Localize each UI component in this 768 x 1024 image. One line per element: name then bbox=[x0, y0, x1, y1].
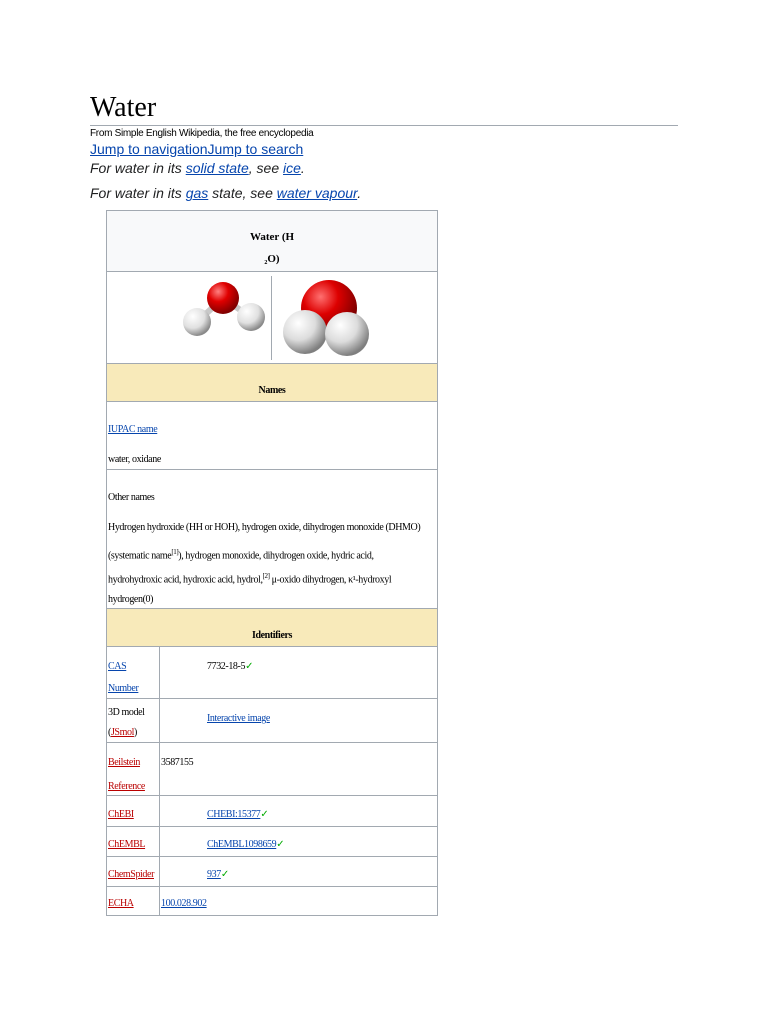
infobox-title-line2: O) bbox=[267, 253, 280, 265]
cas-row bbox=[107, 646, 437, 698]
cas-divider bbox=[159, 647, 160, 699]
hatnote-solid bbox=[90, 159, 305, 177]
other-names-line4: hydrogen(0) bbox=[108, 594, 154, 605]
iupac-name-link[interactable]: IUPAC name bbox=[108, 424, 158, 435]
reference-1-link[interactable]: [1] bbox=[171, 548, 179, 556]
hatnote-solid-middle: , see bbox=[248, 160, 283, 176]
model-paren-close: ) bbox=[133, 727, 137, 738]
infobox-title-row bbox=[107, 211, 437, 271]
echa-value bbox=[161, 892, 207, 916]
chemspider-value bbox=[207, 863, 229, 887]
chembl-link[interactable]: ChEMBL bbox=[108, 839, 146, 850]
echa-link[interactable]: ECHA bbox=[108, 898, 134, 909]
infobox-title bbox=[107, 231, 437, 243]
cas-number-link[interactable]: CAS bbox=[108, 661, 127, 672]
infobox-title-line1: Water (H bbox=[249, 231, 295, 243]
iupac-value: water, oxidane bbox=[108, 454, 161, 465]
check-icon: ✓ bbox=[220, 869, 229, 880]
chembl-row bbox=[107, 826, 437, 856]
beilstein-label-line1 bbox=[108, 751, 140, 775]
chebi-label bbox=[108, 803, 134, 827]
3d-model-row bbox=[107, 698, 437, 742]
cas-label-line1 bbox=[108, 655, 126, 679]
echa-label bbox=[108, 892, 134, 916]
model-paren-open: ( bbox=[108, 727, 111, 738]
hatnote-solid-suffix: . bbox=[300, 160, 305, 176]
iupac-label bbox=[108, 418, 157, 442]
chemspider-divider bbox=[159, 857, 160, 887]
other-names-row bbox=[107, 469, 437, 608]
cas-value bbox=[207, 655, 253, 679]
chebi-link[interactable]: ChEBI bbox=[108, 809, 134, 820]
chemspider-link[interactable]: ChemSpider bbox=[108, 869, 154, 880]
infobox-title-subscript: 2 bbox=[264, 260, 268, 266]
gas-link[interactable]: gas bbox=[185, 185, 209, 201]
other-names-line2-start: (systematic name bbox=[108, 550, 172, 562]
jump-to-navigation-link[interactable]: Jump to navigation bbox=[90, 141, 208, 157]
model-value bbox=[207, 707, 270, 731]
site-tagline: From Simple English Wikipedia, the free encyclopedia bbox=[90, 128, 314, 139]
beilstein-divider bbox=[159, 743, 160, 796]
check-icon: ✓ bbox=[276, 839, 285, 850]
chebi-value bbox=[207, 803, 268, 827]
echa-row bbox=[107, 886, 437, 915]
interactive-image-link[interactable]: Interactive image bbox=[207, 713, 270, 724]
chembl-value bbox=[207, 833, 284, 857]
chemspider-value-link[interactable]: 937 bbox=[207, 869, 221, 880]
solid-state-link[interactable]: solid state bbox=[185, 160, 249, 176]
model-label-line1: 3D model bbox=[108, 707, 145, 718]
infobox-title-second-line bbox=[107, 253, 437, 266]
chembl-divider bbox=[159, 827, 160, 857]
cas-number-link-2[interactable]: Number bbox=[108, 683, 139, 694]
other-names-line3-end: μ-oxido dihydrogen, κ¹-hydroxyl bbox=[269, 574, 392, 586]
beilstein-reference-link-2[interactable]: Reference bbox=[108, 781, 145, 792]
hatnote-gas-suffix: . bbox=[357, 185, 362, 201]
chemspider-row bbox=[107, 856, 437, 886]
water-vapour-link[interactable]: water vapour bbox=[276, 185, 358, 201]
water-molecule-ball-stick-image[interactable] bbox=[167, 274, 277, 354]
jump-to-search-link[interactable]: Jump to search bbox=[207, 141, 304, 157]
water-molecule-space-filling-image[interactable] bbox=[275, 276, 371, 360]
reference-2-link[interactable]: [2] bbox=[262, 572, 270, 580]
iupac-row bbox=[107, 401, 437, 469]
jsmol-link[interactable]: JSmol bbox=[110, 727, 134, 738]
beilstein-row bbox=[107, 742, 437, 795]
page-title: Water bbox=[90, 92, 157, 123]
check-icon: ✓ bbox=[245, 661, 254, 672]
hatnote-solid-prefix: For water in its bbox=[90, 160, 186, 176]
other-names-line2-end: ), hydrogen monoxide, dihydrogen oxide, hydric acid, bbox=[178, 550, 374, 562]
other-names-line1: Hydrogen hydroxide (HH or HOH), hydrogen oxide, dihydrogen monoxide (DHMO) bbox=[108, 522, 421, 533]
chemspider-label bbox=[108, 863, 154, 887]
echa-divider bbox=[159, 887, 160, 916]
hatnote-gas-middle: state, see bbox=[208, 185, 277, 201]
chebi-value-link[interactable]: CHEBI:15377 bbox=[207, 809, 261, 820]
other-names-label: Other names bbox=[108, 492, 155, 503]
other-names-line3-start: hydrohydroxic acid, hydroxic acid, hydrol, bbox=[108, 574, 263, 586]
identifiers-header-row bbox=[107, 608, 437, 646]
chebi-row bbox=[107, 795, 437, 826]
names-header: Names bbox=[258, 385, 286, 396]
model-divider bbox=[159, 699, 160, 743]
chembl-label bbox=[108, 833, 145, 857]
identifiers-header: Identifiers bbox=[251, 630, 293, 641]
chebi-divider bbox=[159, 796, 160, 827]
beilstein-reference-link[interactable]: Beilstein bbox=[108, 757, 140, 768]
jump-links bbox=[90, 141, 303, 158]
hatnote-gas bbox=[90, 184, 361, 202]
hatnote-gas-prefix: For water in its bbox=[90, 185, 186, 201]
ice-link[interactable]: ice bbox=[283, 160, 301, 176]
chembox-infobox bbox=[106, 210, 438, 916]
cas-value-text: 7732-18-5 bbox=[207, 661, 246, 672]
title-divider bbox=[90, 125, 678, 126]
molecule-images-row bbox=[107, 271, 437, 363]
check-icon: ✓ bbox=[260, 809, 269, 820]
beilstein-value: 3587155 bbox=[161, 757, 194, 768]
names-header-row bbox=[107, 363, 437, 401]
echa-value-link[interactable]: 100.028.902 bbox=[161, 898, 207, 909]
chembl-value-link[interactable]: ChEMBL1098659 bbox=[207, 839, 277, 850]
